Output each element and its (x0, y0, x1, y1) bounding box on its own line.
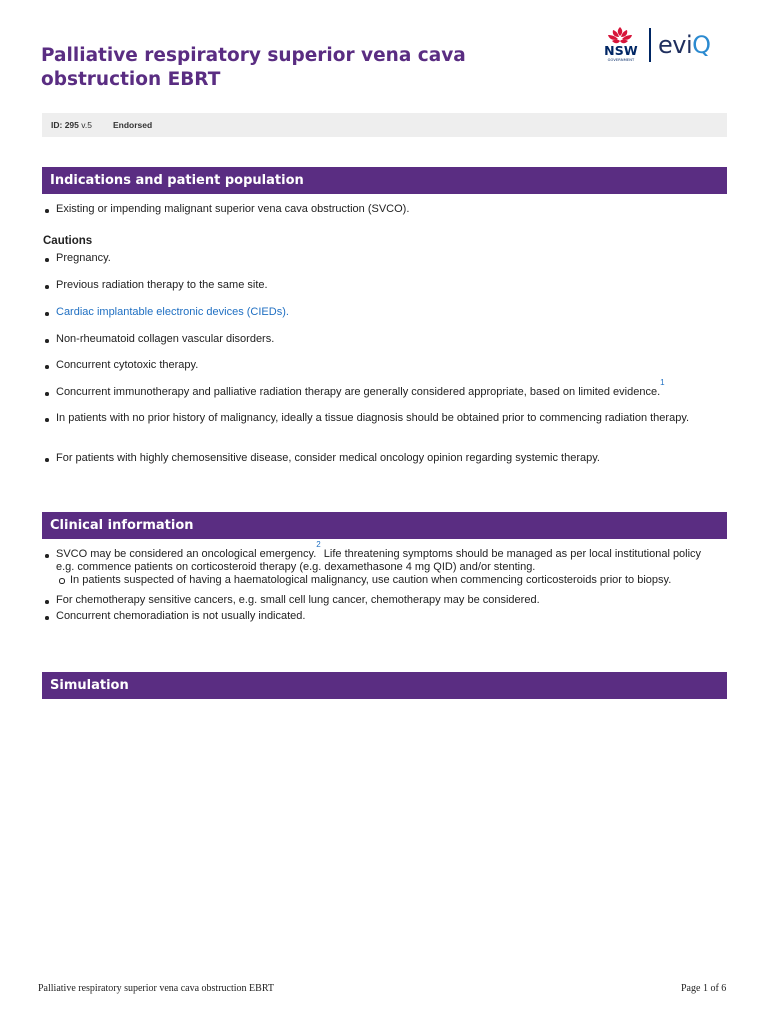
sub-list-item: In patients suspected of having a haematological malignancy, use caution when commencing corticosteroids prior to biopsy. (70, 574, 730, 587)
government-wordmark: GOVERNMENT (607, 58, 635, 62)
list-item: In patients with no prior history of malignancy, ideally a tissue diagnosis should be obtained prior to commencing radiation therapy. (56, 412, 716, 425)
eviq-prefix: evi (658, 31, 693, 59)
list-item: For chemotherapy sensitive cancers, e.g. small cell lung cancer, chemotherapy may be considered. (56, 594, 716, 607)
logo-divider (649, 28, 651, 62)
cautions-heading: Cautions (43, 235, 93, 247)
footer-page-number: Page 1 of 6 (681, 983, 727, 994)
list-item (56, 378, 716, 399)
list-item-text: SVCO may be considered an oncological emergency. (56, 548, 317, 560)
nsw-wordmark: NSW (604, 43, 638, 58)
reference-link[interactable]: 1 (660, 378, 665, 387)
section-heading-indications: Indications and patient population (42, 167, 727, 194)
list-item: Concurrent chemoradiation is not usually indicated. (56, 610, 716, 623)
list-item (56, 540, 716, 574)
protocol-id-label: ID: 295 (51, 120, 79, 130)
list-item-text: Concurrent immunotherapy and palliative radiation therapy are generally considered appropriate, based on limited evidence. (56, 386, 661, 398)
reference-link[interactable]: 2 (316, 540, 321, 549)
page-title: Palliative respiratory superior vena cava obstruction EBRT (41, 45, 466, 90)
protocol-status: Endorsed (113, 120, 153, 130)
eviq-wordmark (658, 31, 711, 59)
nsw-eviq-logo[interactable] (602, 26, 728, 66)
list-item: Pregnancy. (56, 252, 716, 265)
protocol-meta-bar (42, 113, 727, 137)
footer-document-title: Palliative respiratory superior vena cava obstruction EBRT (38, 983, 274, 994)
list-item-text: Life threatening symptoms should be managed as per local institutional policy e.g. commence patients on corticosteroid therapy (e.g. dexamethasone 4 mg QID) and/or stenting. (56, 548, 702, 573)
list-item: Existing or impending malignant superior vena cava obstruction (SVCO). (56, 203, 716, 216)
eviq-suffix: Q (692, 31, 711, 59)
list-item: Non-rheumatoid collagen vascular disorders. (56, 333, 716, 346)
list-item: Previous radiation therapy to the same site. (56, 279, 716, 292)
section-heading-clinical-information: Clinical information (42, 512, 727, 539)
cieds-link[interactable]: Cardiac implantable electronic devices (CIEDs). (56, 306, 716, 319)
protocol-version: v.5 (81, 120, 92, 130)
section-heading-simulation: Simulation (42, 672, 727, 699)
protocol-id (51, 120, 92, 130)
list-item: For patients with highly chemosensitive disease, consider medical oncology opinion regarding systemic therapy. (56, 452, 716, 465)
list-item: Concurrent cytotoxic therapy. (56, 359, 716, 372)
